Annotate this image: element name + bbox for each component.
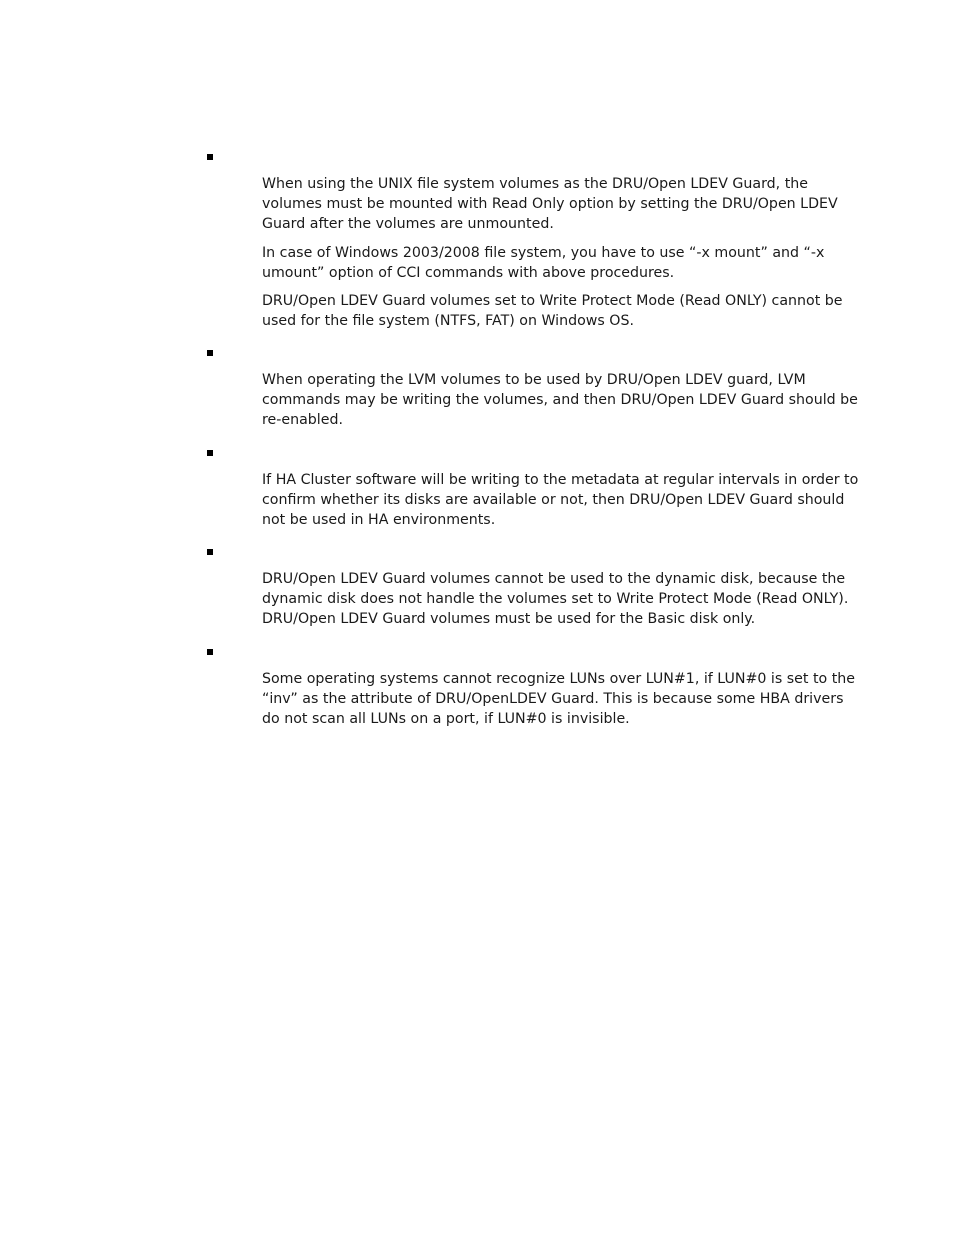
note-body [262,174,862,339]
note-body [262,470,862,539]
note-body [262,569,862,638]
note-body [262,370,862,439]
square-bullet-icon [207,549,213,555]
note-paragraph: Some operating systems cannot recognize LUNs over LUN#1, if LUN#0 is set to the “inv” as the attribute of DRU/OpenLDEV Guard. This is because some HBA drivers do not scan all LUNs on a port, if LUN#0 is invisible. [262,671,855,728]
note-paragraph: DRU/Open LDEV Guard volumes set to Write Protect Mode (Read ONLY) cannot be used for the file system (NTFS, FAT) on Windows OS. [262,293,843,330]
square-bullet-icon [207,350,213,356]
note-paragraph: DRU/Open LDEV Guard volumes cannot be used to the dynamic disk, because the dynamic disk does not handle the volumes set to Write Protect Mode (Read ONLY). DRU/Open LDEV Guard volumes must be used for the Basic disk only. [262,571,849,628]
note-paragraph: If HA Cluster software will be writing to the metadata at regular intervals in order to confirm whether its disks are available or not, then DRU/Open LDEV Guard should not be used in HA environments. [262,472,859,529]
note-paragraph: When using the UNIX file system volumes as the DRU/Open LDEV Guard, the volumes must be mounted with Read Only option by setting the DRU/Open LDEV Guard after the volumes are unmounted. [262,176,838,233]
square-bullet-icon [207,649,213,655]
square-bullet-icon [207,154,213,160]
note-paragraph: In case of Windows 2003/2008 file system, you have to use “-x mount” and “-x umount” option of CCI commands with above procedures. [262,244,825,281]
square-bullet-icon [207,450,213,456]
note-body [262,669,862,738]
note-paragraph: When operating the LVM volumes to be used by DRU/Open LDEV guard, LVM commands may be writing the volumes, and then DRU/Open LDEV Guard should be re-enabled. [262,372,858,429]
